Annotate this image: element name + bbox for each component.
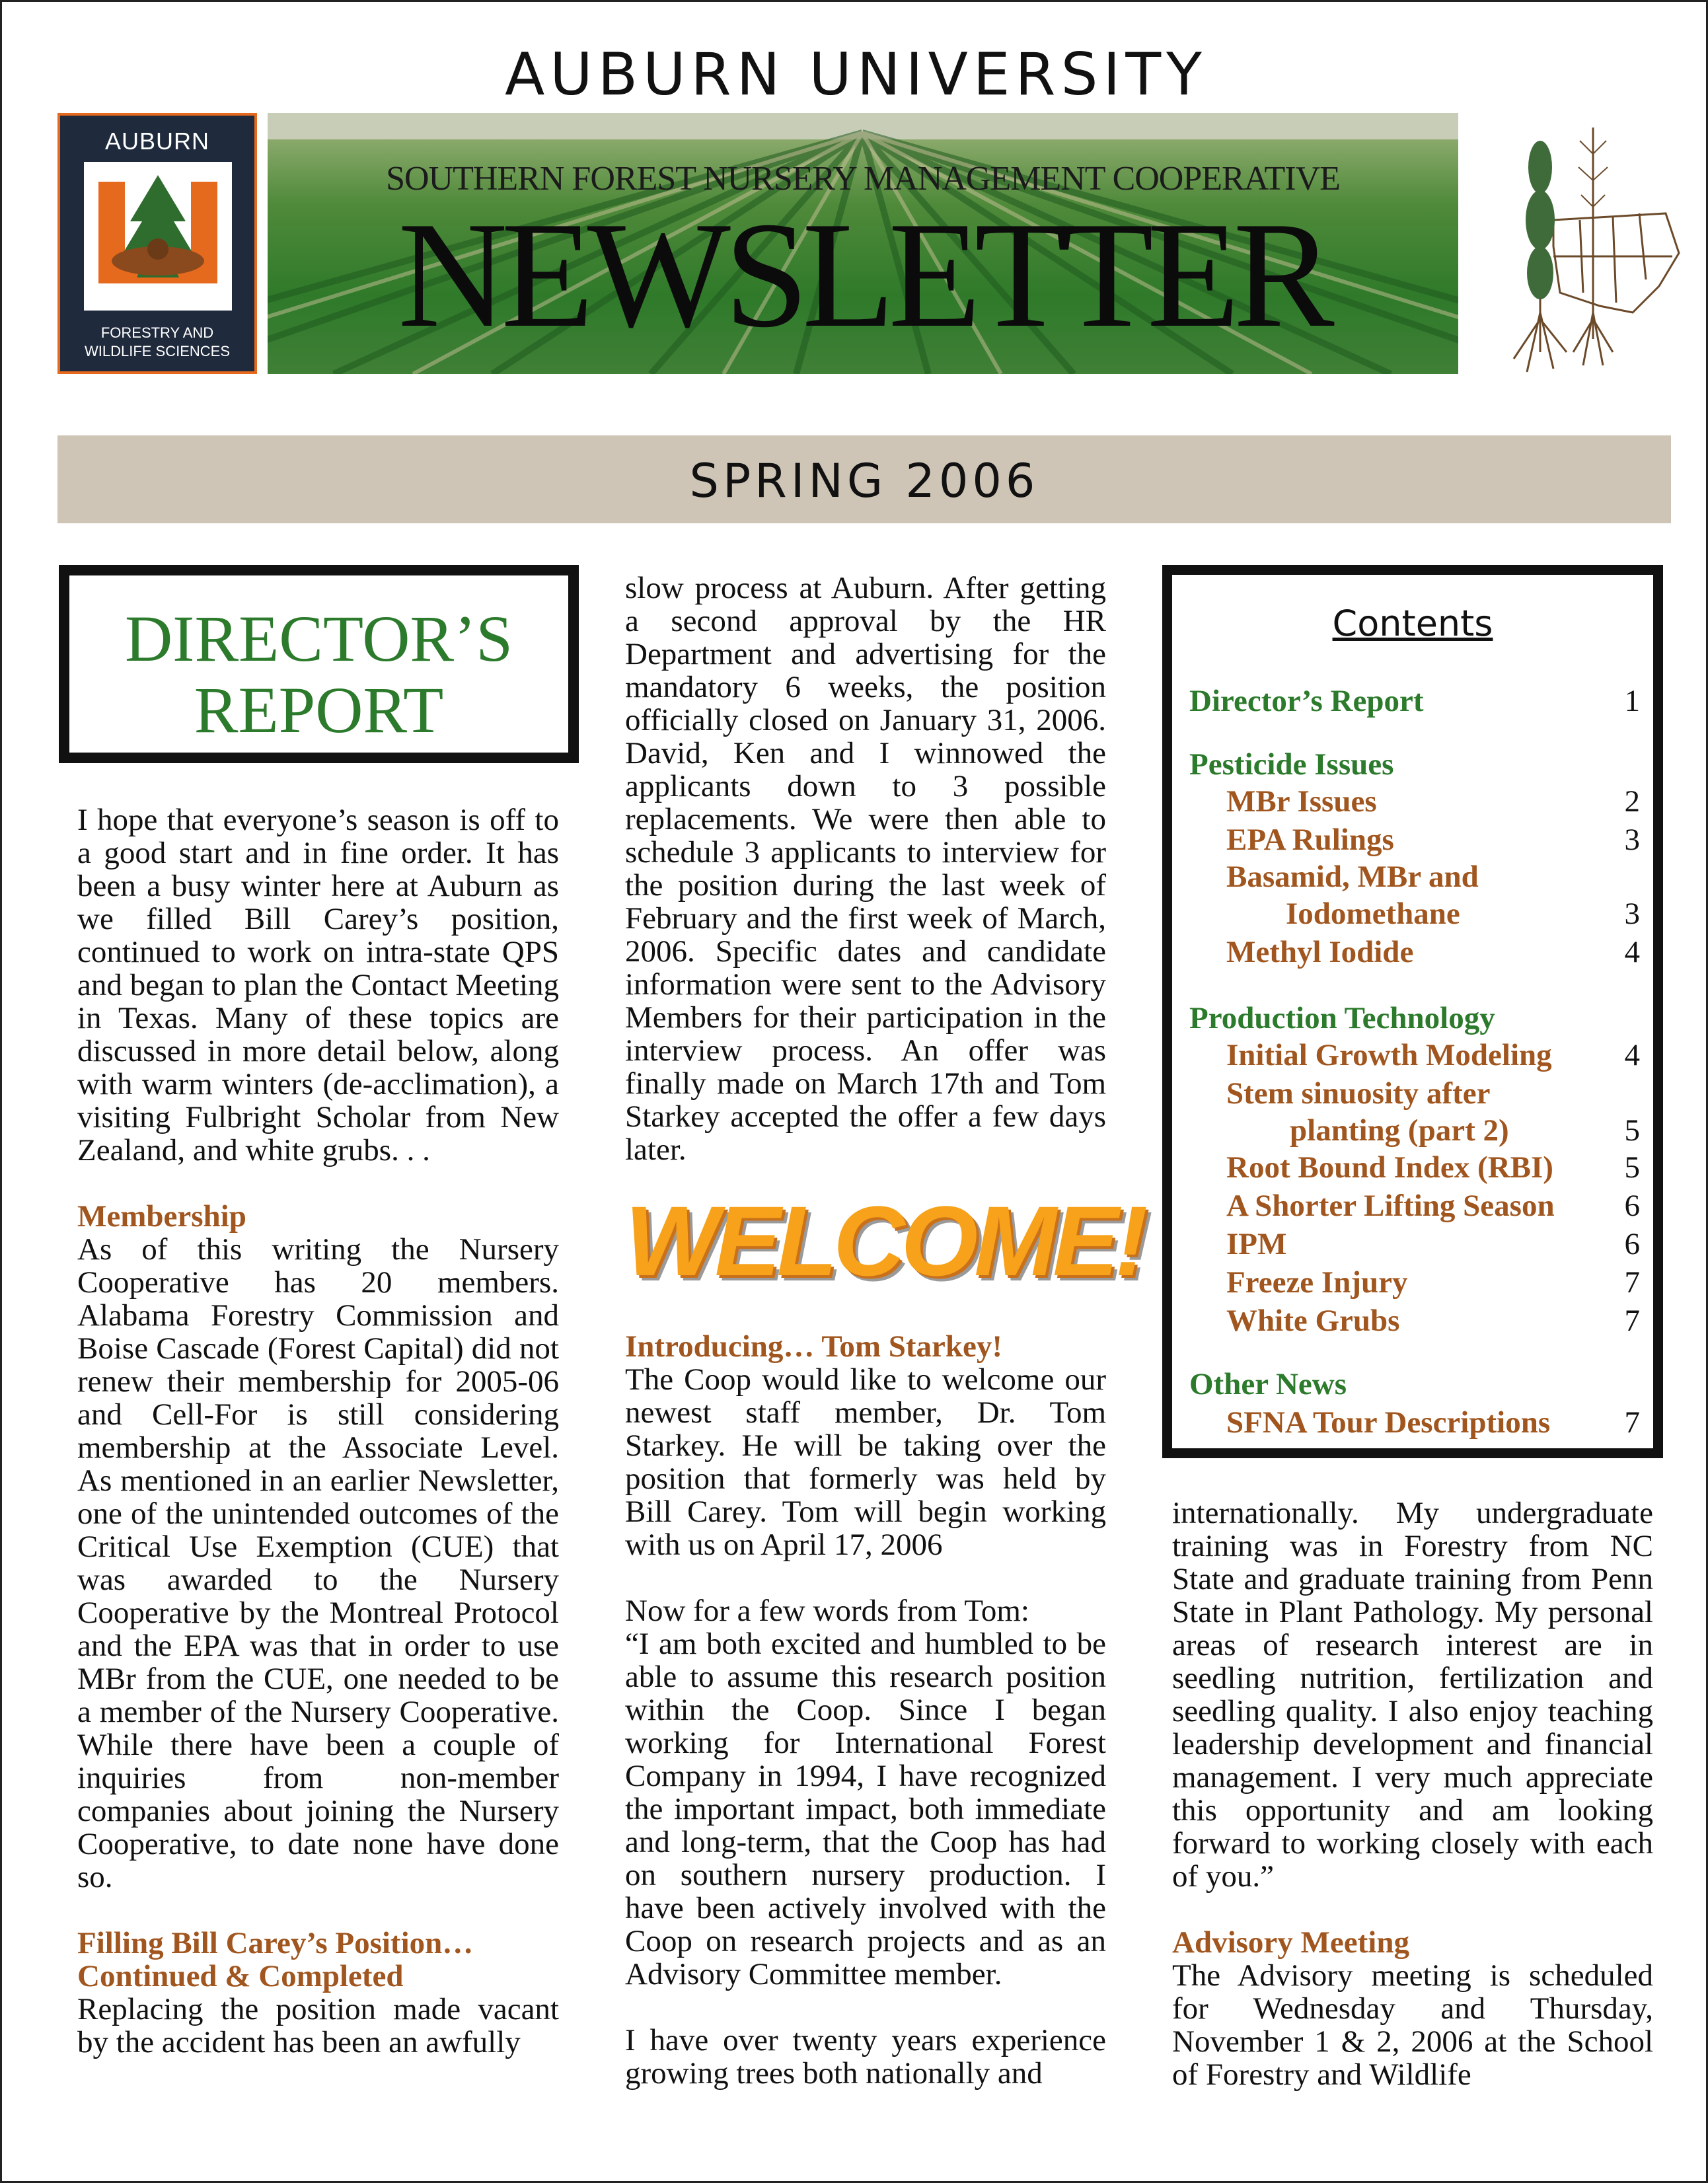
pine-seedling-map-icon — [1467, 114, 1686, 379]
cooperative-name: SOUTHERN FOREST NURSERY MANAGEMENT COOPERATIVE — [386, 160, 1340, 198]
toc-entry — [1189, 821, 1640, 859]
toc-page-number: 5 — [1624, 1150, 1640, 1185]
toc-entry — [1189, 1148, 1640, 1187]
toc-label: planting (part 2) — [1290, 1113, 1509, 1148]
advisory-paragraph: The Advisory meeting is scheduled for Wednesday and Thursday, November 1 & 2, 2006 at the School of Forestry and Wildlife — [1172, 1958, 1653, 2092]
toc-label: Basamid, MBr and — [1226, 860, 1479, 894]
toc-entry — [1189, 858, 1640, 896]
logo-top-text: AUBURN — [104, 128, 209, 155]
introducing-heading: Introducing… Tom Starkey! — [625, 1329, 1003, 1364]
logo-line-2: WILDLIFE SCIENCES — [84, 343, 231, 359]
tom-quote-paragraph: “I am both excited and humbled to be able to assume this research position within the Coop. Since I began working for International Forest Company in 1994, I have recognized the important impact, both immediate and long-term, that the Coop has had on southern nursery production. I have been actively involved with the Coop on research projects and as an Advisory Committee member. — [625, 1627, 1106, 1991]
column-2 — [625, 572, 1106, 1199]
toc-entry — [1189, 1036, 1640, 1074]
filling-heading-2: Continued & Completed — [77, 1959, 404, 1993]
contents-box — [1162, 565, 1663, 1458]
toc-label: IPM — [1226, 1227, 1287, 1261]
toc-label: White Grubs — [1226, 1304, 1400, 1338]
experience-paragraph: I have over twenty years experience growing trees both nationally and — [625, 2023, 1106, 2090]
filling-paragraph: Replacing the position made vacant by the accident has been an awfully — [77, 1992, 559, 2059]
toc-label: Production Technology — [1189, 1001, 1495, 1035]
toc-label: Methyl Iodide — [1226, 935, 1414, 969]
toc-label: Other News — [1189, 1367, 1347, 1401]
nursery-banner — [268, 113, 1458, 374]
few-words-line: Now for a few words from Tom: — [625, 1594, 1029, 1628]
toc-label: Root Bound Index (RBI) — [1226, 1150, 1553, 1185]
toc-label: Pesticide Issues — [1189, 747, 1394, 782]
welcome-graphic: WELCOME! — [625, 1185, 1144, 1296]
intro-paragraph: I hope that everyone’s season is off to a good start and in fine order. It has been a busy winter here at Auburn as we filled Bill Carey’s position, continued to work on intra-state QPS and began to plan the Contact Meeting in Texas. Many of these topics are discussed in more detail below, along with warm winters (de-acclimation), a visiting Fulbright Scholar from New Zealand, and white grubs. . . — [77, 803, 559, 1167]
tiger-emblem-icon — [84, 162, 232, 311]
filling-continued-paragraph: slow process at Auburn. After getting a second approval by the HR Department and advertising for the mandatory 6 weeks, the position officially closed on January 31, 2006. David, Ken and I winnowed the applicants down to 3 possible replacements. We were then able to schedule 3 applicants to interview for the position during the last week of February and the first week of March, 2006. Specific dates and candidate information were sent to the Advisory Members for their participation in the interview process. An offer was finally made on March 17th and Tom Starkey accepted the offer a few days later. — [625, 571, 1106, 1167]
toc-page-number: 7 — [1624, 1304, 1640, 1338]
toc-label: A Shorter Lifting Season — [1226, 1189, 1555, 1223]
directors-report-line1: DIRECTOR’S — [124, 602, 513, 675]
toc-entry — [1189, 1187, 1640, 1225]
toc-entry — [1189, 1225, 1640, 1263]
introducing-paragraph: The Coop would like to welcome our newest staff member, Dr. Tom Starkey. He will be taking over the position that formerly was held by Bill Carey. Tom will begin working with us on April 17, 2006 — [625, 1362, 1106, 1562]
toc-entry — [1189, 682, 1640, 720]
toc-label: Iodomethane — [1286, 897, 1460, 931]
toc-label: MBr Issues — [1226, 784, 1377, 819]
toc-page-number: 5 — [1624, 1113, 1640, 1148]
toc-entry — [1189, 1074, 1640, 1113]
directors-report-title — [69, 575, 568, 746]
toc-page-number: 3 — [1624, 897, 1640, 931]
directors-report-line2: REPORT — [194, 673, 444, 747]
auburn-logo — [57, 113, 257, 374]
university-title: AUBURN UNIVERSITY — [505, 40, 1207, 108]
contents-title: Contents — [1332, 603, 1493, 644]
toc-page-number: 6 — [1624, 1227, 1640, 1261]
logo-line-1: FORESTRY AND — [100, 324, 214, 341]
toc-entry — [1189, 782, 1640, 821]
toc-page-number: 7 — [1624, 1265, 1640, 1300]
column-2-lower — [625, 1330, 1106, 2123]
toc-entry — [1189, 1302, 1640, 1340]
toc-entry — [1189, 1365, 1640, 1403]
membership-heading: Membership — [77, 1199, 246, 1234]
toc-label: Initial Growth Modeling — [1226, 1038, 1552, 1072]
toc-page-number: 2 — [1624, 784, 1640, 819]
toc-label: EPA Rulings — [1226, 823, 1394, 857]
advisory-heading: Advisory Meeting — [1172, 1925, 1409, 1960]
toc-entry — [1189, 745, 1640, 784]
toc-page-number: 7 — [1624, 1405, 1640, 1440]
toc-page-number: 4 — [1624, 935, 1640, 969]
toc-label: Stem sinuosity after — [1226, 1076, 1491, 1111]
toc-entry — [1189, 999, 1640, 1037]
directors-report-box — [59, 565, 579, 763]
toc-page-number: 1 — [1624, 684, 1640, 718]
logo-bottom-text — [60, 324, 254, 361]
membership-paragraph: As of this writing the Nursery Cooperative has 20 members. Alabama Forestry Commission and Boise Cascade (Forest Capital) did not renew their membership for 2005-06 and Cell-For is still considering membership at the Associate Level. As mentioned in an earlier Newsletter, one of the unintended outcomes of the Critical Use Exemption (CUE) that was awarded to the Nursery Cooperative by the Montreal Protocol and the EPA was that in order to use MBr from the CUE, one needed to be a member of the Nursery Cooperative. While there have been a couple of inquiries from non-member companies about joining the Nursery Cooperative, to date none have done so. — [77, 1232, 559, 1894]
toc-page-number: 6 — [1624, 1189, 1640, 1223]
toc-label: Freeze Injury — [1226, 1265, 1408, 1300]
toc-label: SFNA Tour Descriptions — [1226, 1405, 1551, 1440]
column-3 — [1172, 1497, 1653, 2124]
toc-entry — [1189, 1403, 1640, 1442]
season-label: SPRING 2006 — [689, 454, 1039, 508]
toc-label: Director’s Report — [1189, 684, 1424, 718]
toc-entry — [1189, 933, 1640, 971]
tom-quote-continued: internationally. My undergraduate training was in Forestry from NC State and graduate training from Penn State in Plant Pathology. My personal areas of research interest are in seedling nutrition, fertilization and seedling quality. I also enjoy teaching leadership development and financial management. I very much appreciate this opportunity and am looking forward to working closely with each of you.” — [1172, 1496, 1653, 1894]
season-banner — [57, 435, 1671, 523]
toc-entry — [1189, 1111, 1640, 1150]
toc-page-number: 4 — [1624, 1038, 1640, 1072]
column-1 — [77, 803, 559, 2092]
newsletter-title: NEWSLETTER — [398, 190, 1328, 359]
filling-heading-1: Filling Bill Carey’s Position… — [77, 1926, 474, 1960]
toc-entry — [1189, 895, 1640, 933]
logo-emblem — [84, 162, 232, 311]
toc-entry — [1189, 1263, 1640, 1302]
toc-page-number: 3 — [1624, 823, 1640, 857]
